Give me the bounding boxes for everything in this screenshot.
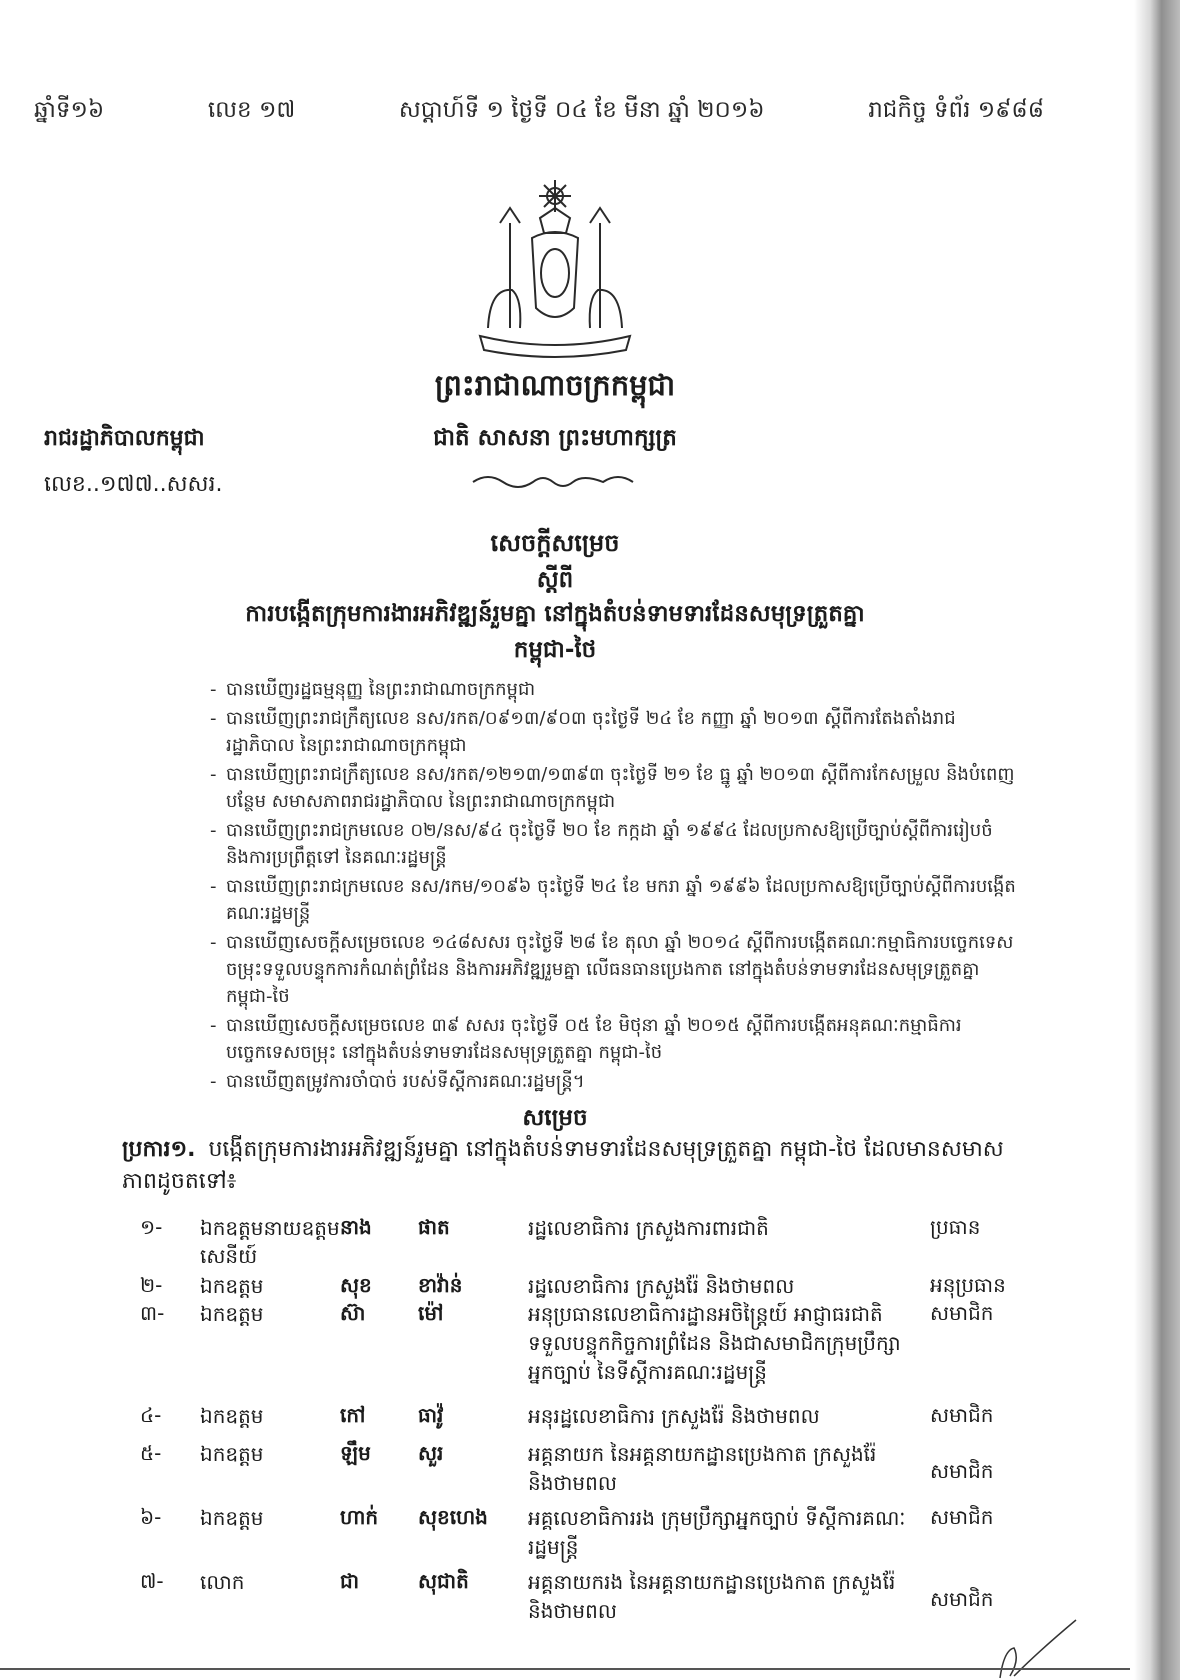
member-number: ៣- (140, 1301, 165, 1325)
kingdom-title: ព្រះរាជាណាចក្រកម្ពុជា (434, 368, 676, 402)
member-position: អគ្គលេខាធិការរង ក្រុមប្រឹក្សាអ្នកច្បាប់ ទីស្តីការគណៈរដ្ឋមន្ត្រី (528, 1506, 906, 1559)
member-number: ៤- (140, 1403, 162, 1427)
member-position: រដ្ឋលេខាធិការ ក្រសួងរ៉ែ និងថាមពល (528, 1274, 795, 1298)
member-title: ឯកឧត្តម (200, 1302, 264, 1326)
member-given-name: សុខហេង (418, 1505, 488, 1529)
member-surname: ហាក់ (340, 1505, 379, 1529)
consideration-item: - បានឃើញសេចក្តីសម្រេចលេខ ១៤៨សសរ ចុះថ្ងៃទី ២៨ ខែ តុលា ឆ្នាំ ២០១៤ ស្តីពីការបង្កើតគណៈកម្មាធិការបច្ចេកទេសចម្រុះទទួលបន្ទុកការកំណត់ព្រំដែន និងការអភិវឌ្ឍរួមគ្នា លើធនធានប្រេងកាត នៅក្នុងតំបន់ទាមទារដែនសមុទ្រត្រួតគ្នា កម្ពុជា-ថៃ (210, 929, 1020, 1010)
binding-shadow (1134, 0, 1180, 1680)
member-given-name: ផាត (418, 1215, 450, 1239)
member-surname: នាង (340, 1215, 372, 1239)
member-position: អគ្គនាយក នៃអគ្គនាយកដ្ឋានប្រេងកាត ក្រសួងរ៉ែ និងថាមពល (528, 1442, 877, 1495)
member-position: រដ្ឋលេខាធិការ ក្រសួងការពារជាតិ (528, 1216, 769, 1240)
member-surname: ស៊ា (340, 1301, 366, 1325)
gazette-issue: លេខ ១៧ (207, 97, 296, 123)
member-surname: ឡឹម (340, 1441, 371, 1465)
member-surname: សុខ (340, 1273, 372, 1297)
member-given-name: សុជាតិ (418, 1569, 469, 1593)
member-title: ឯកឧត្តមនាយឧត្តមសេនីយ៍ (200, 1216, 340, 1268)
ornament-divider-icon (468, 472, 638, 492)
member-given-name: ម៉ៅ (418, 1301, 444, 1325)
decision-title: សេចក្តីសម្រេច (490, 529, 620, 557)
member-role: សមាជិក (930, 1459, 994, 1483)
gazette-page-number: រាជកិច្ច ទំព័រ ១៩៨៨ (868, 97, 1044, 123)
member-number: ២- (140, 1273, 163, 1297)
member-given-name: ធាវ៉ូ (418, 1403, 444, 1427)
page-bottom-edge (0, 1668, 1130, 1670)
member-role: ប្រធាន (930, 1215, 981, 1239)
subject-line-2: កម្ពុជា-ថៃ (513, 637, 597, 663)
considerations-list (210, 676, 1020, 1097)
member-position: អគ្គនាយករង នៃអគ្គនាយកដ្ឋានប្រេងកាត ក្រសួងរ៉ែ និងថាមពល (528, 1570, 896, 1623)
consideration-item: - បានឃើញព្រះរាជក្រឹត្យលេខ នស/រកត/១២១៣/១៣៩៣ ចុះថ្ងៃទី ២១ ខែ ធ្នូ ឆ្នាំ ២០១៣ ស្តីពីការកែសម្រួល និងបំពេញបន្ថែម សមាសភាពរាជរដ្ឋាភិបាល នៃព្រះរាជាណាចក្រកម្ពុជា (210, 761, 1020, 815)
national-motto: ជាតិ សាសនា ព្រះមហាក្សត្រ (433, 425, 677, 451)
member-number: ១- (140, 1215, 163, 1239)
member-role: សមាជិក (930, 1403, 994, 1427)
member-position: អនុរដ្ឋលេខាធិការ ក្រសួងរ៉ែ និងថាមពល (528, 1404, 820, 1428)
member-surname: ជា (340, 1569, 360, 1593)
member-title: ឯកឧត្តម (200, 1442, 264, 1466)
member-title: ឯកឧត្តម (200, 1274, 264, 1298)
concerning-label: ស្តីពី (536, 567, 574, 593)
article-text: បង្កើតក្រុមការងារអភិវឌ្ឍន៍រួមគ្នា នៅក្នុងតំបន់ទាមទារដែនសមុទ្រត្រួតគ្នា កម្ពុជា-ថៃ ដែលមានសមាសភាពដូចតទៅ៖ (122, 1137, 1004, 1194)
member-number: ៧- (140, 1569, 164, 1593)
member-given-name: សួរ (418, 1441, 444, 1465)
gazette-header (34, 96, 1044, 129)
consideration-item: - បានឃើញព្រះរាជក្រឹត្យលេខ នស/រកត/០៩១៣/៩០៣ ចុះថ្ងៃទី ២៤ ខែ កញ្ញា ឆ្នាំ ២០១៣ ស្តីពីការតែងតាំងរាជរដ្ឋាភិបាល នៃព្រះរាជាណាចក្រកម្ពុជា (210, 705, 1020, 759)
consideration-item: - បានឃើញតម្រូវការចាំបាច់ របស់ទីស្តីការគណៈរដ្ឋមន្ត្រី។ (210, 1068, 1020, 1095)
member-position: អនុប្រធានលេខាធិការដ្ឋានអចិន្ត្រៃយ៍ អាជ្ញាធរជាតិទទួលបន្ទុកកិច្ចការព្រំដែន និងជាសមាជិកក្រុមប្រឹក្សាអ្នកច្បាប់ នៃទីស្តីការគណៈរដ្ឋមន្ត្រី (528, 1302, 901, 1384)
gazette-year: ឆ្នាំទី១៦ (34, 97, 105, 123)
member-number: ៥- (140, 1441, 162, 1465)
issuer-name: រាជរដ្ឋាភិបាលកម្ពុជា (44, 426, 205, 451)
member-number: ៦- (140, 1505, 162, 1529)
reference-number: លេខ..១៧៧..សសរ. (44, 472, 223, 497)
gazette-week-date: សប្តាហ៍ទី ១ ថ្ងៃទី ០៤ ខែ មីនា ឆ្នាំ ២០១៦ (398, 97, 765, 123)
royal-coat-of-arms-icon (470, 178, 640, 368)
member-title: ឯកឧត្តម (200, 1506, 264, 1530)
consideration-item: - បានឃើញរដ្ឋធម្មនុញ្ញ នៃព្រះរាជាណាចក្រកម្ពុជា (210, 676, 1020, 703)
member-title: ឯកឧត្តម (200, 1404, 264, 1428)
member-title: លោក (200, 1570, 245, 1594)
article-1 (122, 1134, 1022, 1198)
member-role: សមាជិក (930, 1301, 994, 1325)
article-label: ប្រការ១. (122, 1137, 196, 1162)
consideration-item: - បានឃើញសេចក្តីសម្រេចលេខ ៣៩ សសរ ចុះថ្ងៃទី ០៥ ខែ មិថុនា ឆ្នាំ ២០១៥ ស្តីពីការបង្កើតអនុគណៈកម្មាធិការបច្ចេកទេសចម្រុះ នៅក្នុងតំបន់ទាមទារដែនសមុទ្រត្រួតគ្នា កម្ពុជា-ថៃ (210, 1012, 1020, 1066)
member-given-name: ខាវ៉ាន់ (418, 1273, 463, 1297)
member-role: អនុប្រធាន (930, 1273, 1006, 1297)
consideration-item: - បានឃើញព្រះរាជក្រមលេខ នស/រកម/១០៩៦ ចុះថ្ងៃទី ២៤ ខែ មករា ឆ្នាំ ១៩៩៦ ដែលប្រកាសឱ្យប្រើច្បាប់ស្តីពីការបង្កើតគណៈរដ្ឋមន្ត្រី (210, 873, 1020, 927)
member-role: សមាជិក (930, 1587, 994, 1611)
subject-line-1: ការបង្កើតក្រុមការងារអភិវឌ្ឍន៍រួមគ្នា នៅក្នុងតំបន់ទាមទារដែនសមុទ្រត្រួតគ្នា (245, 601, 865, 627)
decides-heading: សម្រេច (522, 1105, 588, 1131)
consideration-item: - បានឃើញព្រះរាជក្រមលេខ ០២/នស/៩៤ ចុះថ្ងៃទី ២០ ខែ កក្កដា ឆ្នាំ ១៩៩៤ ដែលប្រកាសឱ្យប្រើច្បាប់ស្តីពីការរៀបចំ និងការប្រព្រឹត្តទៅ នៃគណៈរដ្ឋមន្ត្រី (210, 817, 1020, 871)
member-role: សមាជិក (930, 1505, 994, 1529)
member-surname: កៅ (340, 1403, 366, 1427)
